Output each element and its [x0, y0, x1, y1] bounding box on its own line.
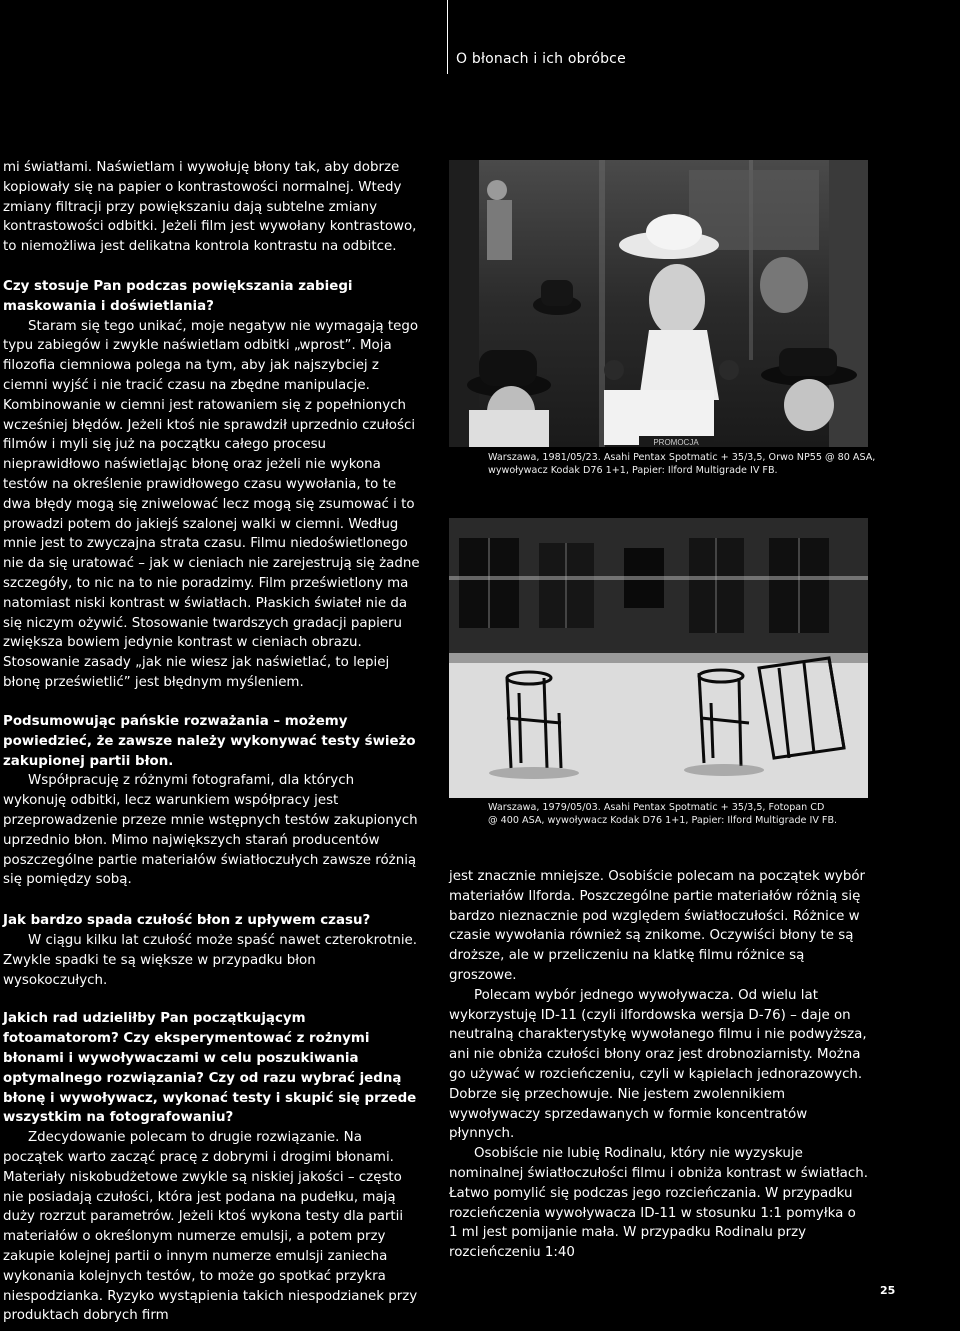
right-paragraph-1: jest znacznie mniejsze. Osobiście polecam na początek wybór materiałów Ilforda. Poszczególne partie materiałów różnią się bardzo nieznacznie pod względem światłoczułości. Różnice w czasie wywołania również są znikome. Oczywiści błony te są droższe, ale w przeliczeniu na klatkę filmu różnice są groszowe. [449, 869, 866, 983]
answer-advice: Zdecydowanie polecam to drugie rozwiązanie. Na początek warto zacząć pracę z dobrymi i drogimi błonami. Materiały niskobudżetowe zwykle są niskiej jakości – często nie posiadają czułości, która jest podana na pudełku, mają duży rozrzut parametrów. Jeżeli ktoś wykona testy dla partii materiałów o określonym numerze emulsji, a potem przy zakupie kolejnej partii o innym numerze emulsji zaniecha wykonania kolejnych testów, to może go spotkać przykra niespodzianka. Ryzyko wystąpienia takich niespodzianek przy produktach dobrych firm [3, 1130, 418, 1324]
right-paragraph-2: Polecam wybór jednego wywoływacza. Od wielu lat wykorzystuję ID-11 (czyli ilfordowska wersja D-76) – daje on neutralną charakterystykę wywołanego filmu i nie podwyższa, ani nie obniża czułości błony oraz jest drobnoziarnisty. Można go używać w rozcieńczeniu, czyli w kąpielach jednorazowych. Dobrze się przechowuje. Nie jestem zwolennikiem wywoływaczy sprzedawanych w formie koncentratów płynnych. [449, 987, 867, 1142]
photo2-caption [488, 802, 888, 827]
question-advice: Jakich rad udzieliłby Pan początkującym fotoamatorom? Czy eksperymentować z rożnymi błonami i wywoływaczami w celu poszukiwania optymalnego rozwiązania? Czy od razu wybrać jedną błonę i wywoływacz, wykonać testy i skupić się przede wszystkim na fotografowaniu? [3, 1011, 417, 1126]
photo2-caption-line2: @ 400 ASA, wywoływacz Kodak D76 1+1, Papier: Ilford Multigrade IV FB. [488, 814, 838, 826]
photo1-caption [488, 452, 888, 477]
photo2-caption-line1: Warszawa, 1979/05/03. Asahi Pentax Spotmatic + 35/3,5, Fotopan CD [488, 802, 825, 813]
question-sensitivity: Jak bardzo spada czułość błon z upływem czasu? [3, 913, 371, 929]
question-testing: Podsumowując pańskie rozważania – możemy powiedzieć, że zawsze należy wykonywać testy świeżo zakupionej partii błon. [3, 714, 416, 769]
photo1-caption-line1: Warszawa, 1981/05/23. Asahi Pentax Spotmatic + 35/3,5, Orwo NP55 @ 80 ASA, [488, 452, 876, 463]
photo-shop-window [449, 160, 868, 447]
right-column [449, 867, 868, 1263]
left-column-lower [3, 712, 421, 1326]
photo-street-chairs [449, 518, 868, 798]
page-number: 25 [880, 1284, 896, 1297]
answer-masking: Staram się tego unikać, moje negatyw nie wymagają tego typu zabiegów i zwykle naświetlam odbitki „wprost”. Moja filozofia ciemniowa polega na tym, aby jak najszybciej z ciemni wyjść i nie tracić czasu na zbędne manipulacje. Kombinowanie w ciemni jest ratowaniem się z popełnionych wcześniej błędów. Jeżeli ktoś nie sprawdził uprzednio czułości filmów i myli się już na początku całego procesu nieprawidłowo naświetlając błonę oraz jeżeli nie wykona testów na określenie prawidłowego czasu wywołania, to te dwa błędy mogą się zniwelować lecz mogą się zsumować i to prowadzi potem do jakiejś szalonej walki w ciemni. Według mnie jest to zwyczajna strata czasu. Filmu niedoświetlonego nie da się uratować – jak w cieniach nie zarejestrują się żadne szczegóły, to nic na to nie poradzimy. Film prześwietlony ma natomiast niski kontrast w światłach. Płaskich świateł nie da się niczym ożywić. Stosowanie twardszych gradacji papieru zwiększa bowiem jedynie kontrast w cieniach obrazu. Stosowanie zasady „jak nie wiesz jak naświetlać, to lepiej błonę prześwietlić” jest błędnym myśleniem. [3, 318, 420, 690]
answer-testing: Współpracuję z różnymi fotografami, dla których wykonuję odbitki, lecz warunkiem współpracy jest przeprowadzenie przeze mnie wstępnych testów zakupionych uprzednio błon. Mimo największych starań producentów poszczególne partie materiałów światłoczułych zawsze różnią się pomiędzy sobą. [3, 773, 418, 888]
header-rule [447, 0, 448, 74]
question-masking: Czy stosuje Pan podczas powiększania zabiegi maskowania i doświetlania? [3, 278, 353, 314]
section-title: O błonach i ich obróbce [456, 51, 626, 67]
left-column [3, 158, 421, 693]
photo1-sign-text: PROMOCJA [653, 438, 699, 447]
photo1-caption-line2: wywoływacz Kodak D76 1+1, Papier: Ilford Multigrade IV FB. [488, 464, 778, 476]
answer-sensitivity: W ciągu kilku lat czułość może spaść nawet czterokrotnie. Zwykle spadki te są większe w przypadku błon wysokoczułych. [3, 932, 418, 988]
intro-paragraph: mi światłami. Naświetlam i wywołuję błony tak, aby dobrze kopiowały się na papier o kontrastowości normalnej. Wtedy zmiany filtracji przy powiększaniu dają subtelne zmiany kontrastowości odbitki. Jeżeli film jest wywołany kontrastowo, to niemożliwa jest delikatna kontrola kontrastu na odbitce. [3, 160, 417, 255]
right-paragraph-3: Osobiście nie lubię Rodinalu, który nie wyzyskuje nominalnej światłoczułości filmu i obniża kontrast w światłach. Łatwo pomylić się podczas jego rozcieńczania. W przypadku rozcieńczenia wywoływacza ID-11 w stosunku 1:1 pomyłka o 1 ml jest pomijanie mała. W przypadku Rodinalu przy rozcieńczeniu 1:40 [449, 1146, 868, 1261]
